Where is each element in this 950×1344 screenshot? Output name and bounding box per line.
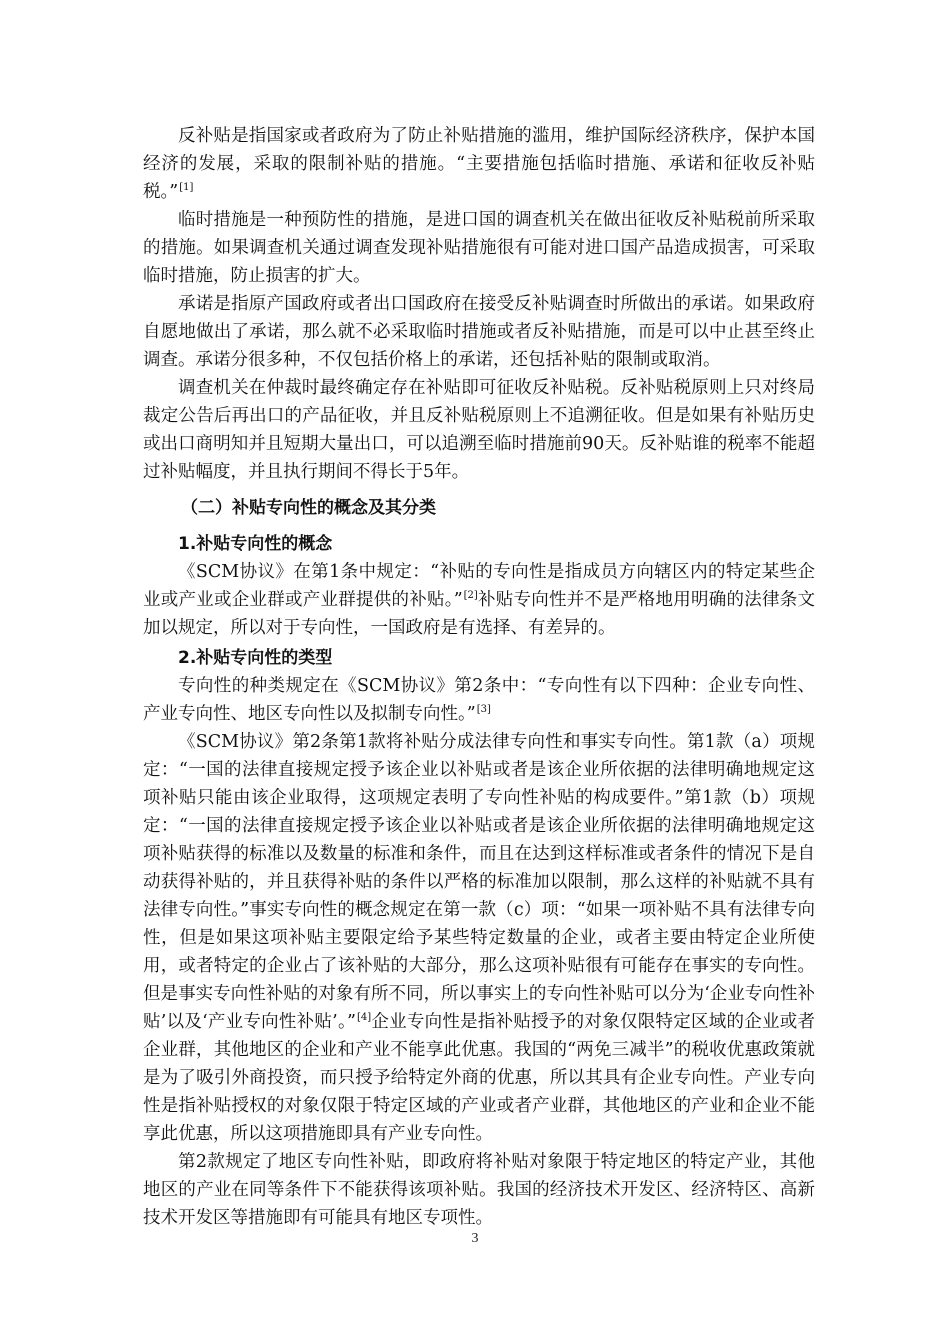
body-text [143, 122, 815, 1232]
paragraph-countervailing-duty: 调查机关在仲裁时最终确定存在补贴即可征收反补贴税。反补贴税原则上只对终局裁定公告后再出口的产品征收，并且反补贴税原则上不追溯征收。但是如果有补贴历史或出口商明知并且短期大量出口，可以追溯至临时措施前90天。反补贴谁的税率不能超过补贴幅度，并且执行期间不得长于5年。 [143, 378, 815, 482]
paragraph-countervailing-definition: 反补贴是指国家或者政府为了防止补贴措施的滥用，维护国际经济秩序，保护本国经济的发展，采取的限制补贴的措施。“主要措施包括临时措施、承诺和征收反补贴税。”[1] [143, 126, 815, 202]
footnote-ref-2[interactable]: [2] [463, 590, 478, 601]
paragraph-specificity-kinds: 专向性的种类规定在《SCM协议》第2条中：“专向性有以下四种：企业专向性、产业专向性、地区专向性以及拟制专向性。”[3] [143, 676, 815, 724]
footnote-ref-1[interactable]: [1] [179, 182, 194, 193]
footnote-ref-3[interactable]: [3] [476, 704, 491, 715]
paragraph-provisional-measures: 临时措施是一种预防性的措施，是进口国的调查机关在做出征收反补贴税前所采取的措施。如果调查机关通过调查发现补贴措施很有可能对进口国产品造成损害，可采取临时措施，防止损害的扩大。 [143, 210, 815, 286]
paragraph-undertakings: 承诺是指原产国政府或者出口国政府在接受反补贴调查时所做出的承诺。如果政府自愿地做出了承诺，那么就不必采取临时措施或者反补贴措施，而是可以中止甚至终止调查。承诺分很多种，不仅包括价格上的承诺，还包括补贴的限制或取消。 [143, 294, 815, 370]
paragraph-regional-specificity: 第2款规定了地区专向性补贴，即政府将补贴对象限于特定地区的特定产业，其他地区的产业在同等条件下不能获得该项补贴。我国的经济技术开发区、经济特区、高新技术开发区等措施即有可能具有地区专项性。 [143, 1152, 815, 1228]
page-number: 3 [471, 1231, 479, 1246]
section-heading-specificity: （二）补贴专向性的概念及其分类 [181, 498, 436, 518]
subheading-specificity-types: 2.补贴专向性的类型 [178, 648, 333, 668]
paragraph-specificity-concept: 《SCM协议》在第1条中规定：“补贴的专向性是指成员方向辖区内的特定某些企业或产业或企业群或产业群提供的补贴。”[2]补贴专向性并不是严格地用明确的法律条文加以规定，所以对于专向性，一国政府是有选择、有差异的。 [143, 562, 815, 638]
subheading-specificity-concept: 1.补贴专向性的概念 [178, 534, 333, 554]
paragraph-legal-de-facto-specificity: 《SCM协议》第2条第1款将补贴分成法律专向性和事实专向性。第1款（a）项规定：“一国的法律直接规定授予该企业以补贴或者是该企业所依据的法律明确地规定这项补贴只能由该企业取得，这项规定表明了专向性补贴的构成要件。”第1款（b）项规定：“一国的法律直接规定授予该企业以补贴或者是该企业所依据的法律明确地规定这项补贴获得的标准以及数量的标准和条件，而且在达到这样标准或者条件的情况下是自动获得补贴的，并且获得补贴的条件以严格的标准加以限制，那么这样的补贴就不具有法律专向性。”事实专向性的概念规定在第一款（c）项：“如果一项补贴不具有法律专向性，但是如果这项补贴主要限定给予某些特定数量的企业，或者主要由特定企业所使用，或者特定的企业占了该补贴的大部分，那么这项补贴很有可能存在事实的专向性。但是事实专向性补贴的对象有所不同，所以事实上的专向性补贴可以分为‘企业专向性补贴’以及‘产业专向性补贴’。”[4]企业专向性是指补贴授予的对象仅限特定区域的企业或者企业群，其他地区的企业和产业不能享此优惠。我国的“两免三减半”的税收优惠政策就是为了吸引外商投资，而只授予给特定外商的优惠，所以其具有企业专向性。产业专向性是指补贴授权的对象仅限于特定区域的产业或者产业群，其他地区的产业和企业不能享此优惠，所以这项措施即具有产业专向性。 [143, 732, 815, 1144]
footnote-ref-4[interactable]: [4] [356, 1012, 372, 1023]
